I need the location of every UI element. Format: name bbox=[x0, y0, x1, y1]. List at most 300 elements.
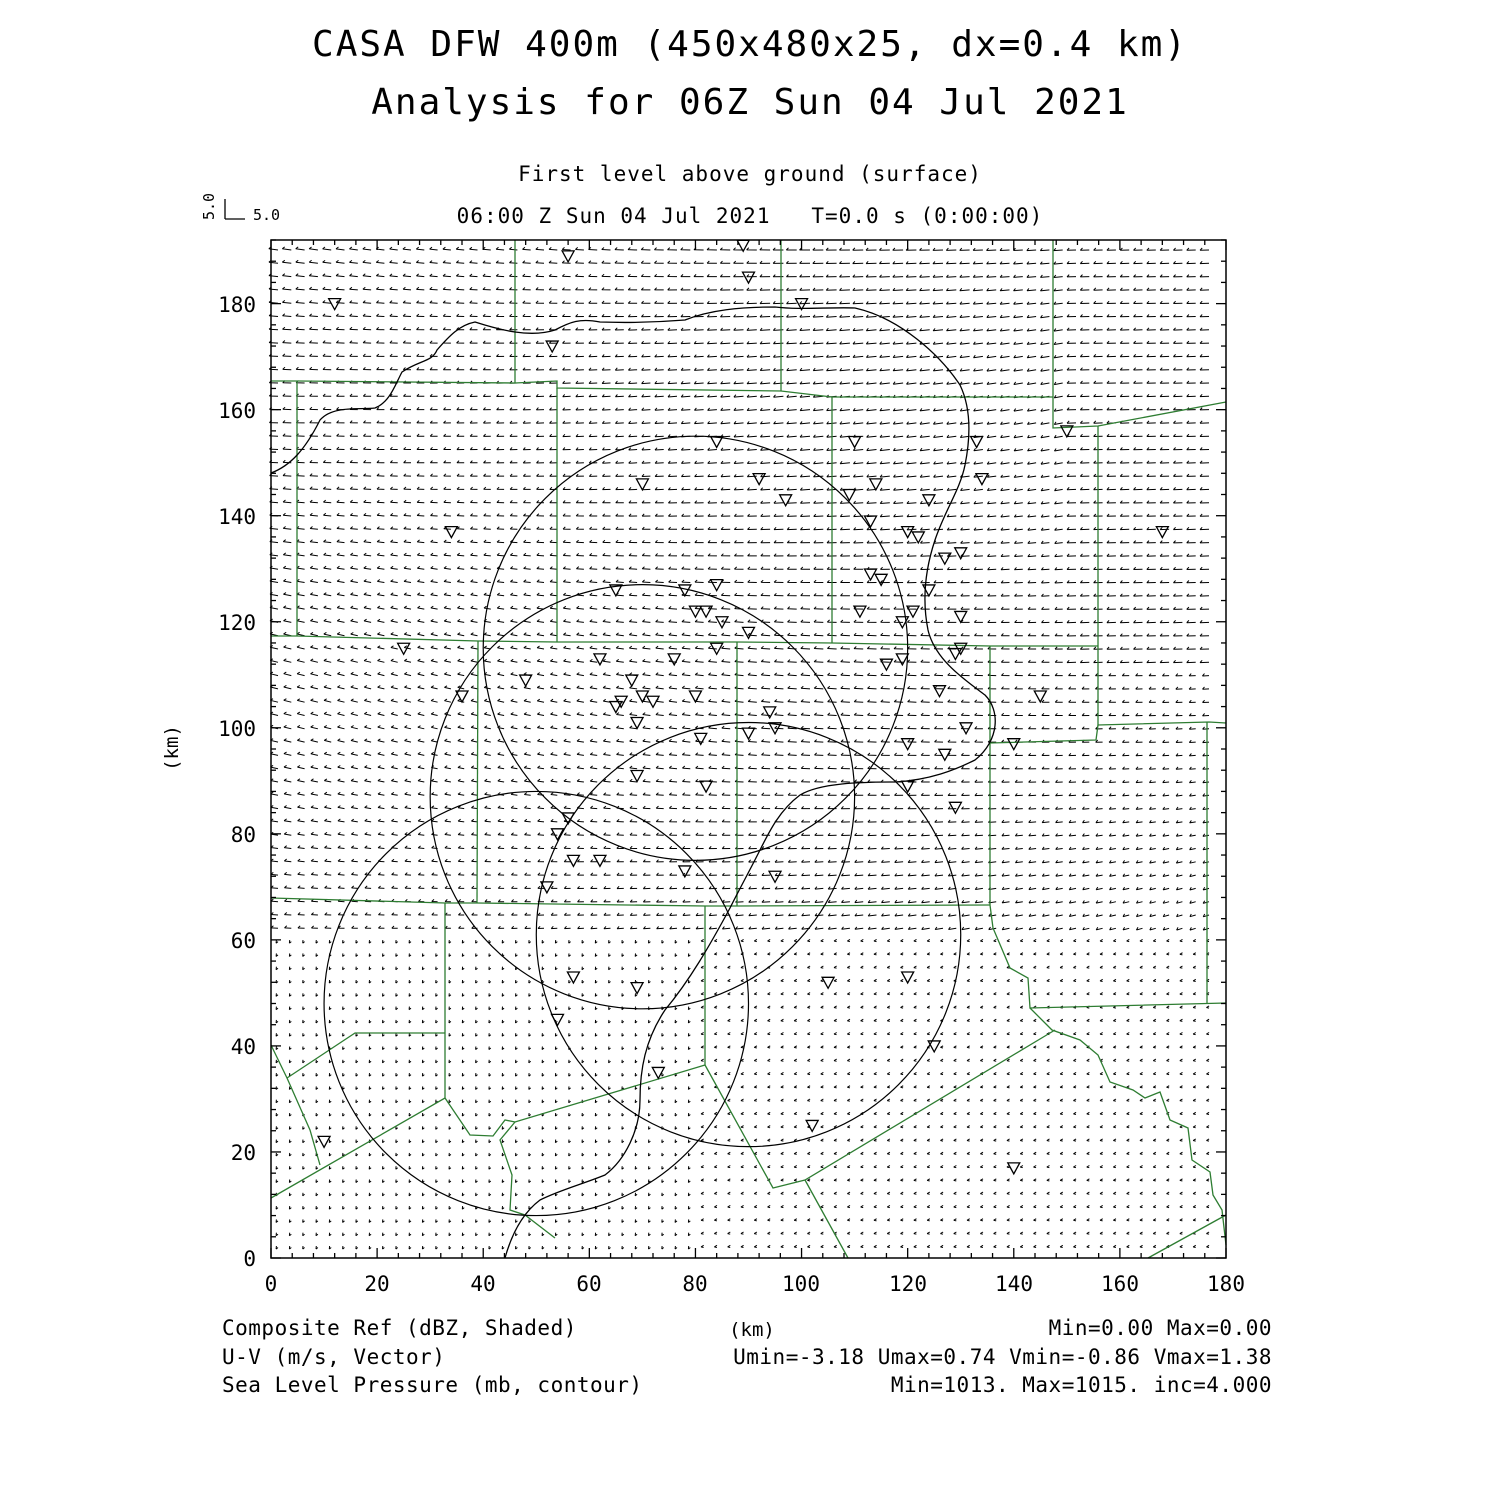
wind-arrow bbox=[603, 593, 611, 596]
wind-arrow bbox=[1047, 1126, 1050, 1128]
wind-arrow bbox=[787, 382, 797, 384]
wind-arrow bbox=[934, 607, 943, 609]
wind-arrow bbox=[1107, 275, 1116, 277]
wind-arrow bbox=[471, 726, 477, 729]
wind-arrow bbox=[1120, 434, 1129, 436]
wind-arrow bbox=[914, 1046, 917, 1048]
wind-arrow bbox=[1180, 993, 1183, 995]
wind-arrow bbox=[630, 846, 637, 848]
wind-arrow bbox=[1113, 1099, 1116, 1101]
wind-arrow bbox=[343, 1020, 345, 1023]
wind-arrow bbox=[391, 619, 398, 622]
wind-arrow bbox=[1054, 302, 1063, 305]
wind-arrow bbox=[1015, 647, 1023, 649]
wind-arrow bbox=[524, 646, 531, 649]
wind-arrow bbox=[988, 687, 996, 689]
wind-arrow bbox=[396, 993, 398, 996]
wind-arrow bbox=[352, 913, 358, 915]
wind-arrow bbox=[920, 528, 929, 530]
wind-arrow bbox=[861, 1033, 864, 1035]
wind-arrow bbox=[1190, 847, 1196, 850]
wind-arrow bbox=[383, 1020, 385, 1023]
wind-arrow bbox=[781, 1099, 784, 1101]
wind-arrow bbox=[887, 1059, 890, 1061]
wind-arrow bbox=[1015, 673, 1023, 675]
wind-arrow bbox=[1027, 315, 1036, 317]
wind-arrow bbox=[283, 447, 291, 450]
wind-arrow bbox=[643, 766, 651, 769]
wind-arrow bbox=[516, 1073, 518, 1076]
wind-arrow bbox=[589, 368, 597, 370]
wind-arrow bbox=[276, 1100, 278, 1103]
wind-arrow bbox=[802, 873, 810, 875]
wind-arrow bbox=[338, 846, 345, 849]
wind-arrow bbox=[356, 953, 358, 956]
wind-arrow bbox=[1167, 953, 1170, 955]
wind-arrow bbox=[523, 474, 530, 476]
wind-arrow bbox=[867, 382, 877, 384]
wind-arrow bbox=[324, 632, 331, 635]
wind-arrow bbox=[403, 354, 411, 356]
wind-arrow bbox=[881, 700, 890, 703]
wind-arrow bbox=[1203, 687, 1210, 689]
wind-arrow bbox=[444, 686, 451, 689]
wind-arrow bbox=[747, 288, 757, 290]
wind-arrow bbox=[854, 554, 864, 556]
wind-arrow bbox=[695, 713, 703, 716]
wind-arrow bbox=[988, 647, 996, 649]
wind-arrow bbox=[668, 341, 677, 343]
wind-arrow bbox=[1020, 993, 1023, 995]
wind-arrow bbox=[1083, 834, 1090, 837]
wind-arrow bbox=[728, 1139, 731, 1141]
wind-arrow bbox=[404, 580, 411, 583]
wind-arrow bbox=[1193, 979, 1196, 981]
wind-arrow bbox=[1149, 780, 1155, 782]
wind-arrow bbox=[708, 540, 717, 542]
wind-arrow bbox=[994, 1099, 997, 1101]
wind-arrow bbox=[310, 354, 318, 356]
wind-arrow bbox=[563, 606, 570, 609]
wind-arrow bbox=[483, 314, 491, 316]
wind-arrow bbox=[390, 434, 398, 436]
wind-arrow bbox=[1054, 422, 1062, 425]
wind-arrow bbox=[430, 447, 437, 449]
wind-arrow bbox=[927, 953, 930, 955]
wind-arrow bbox=[369, 1126, 371, 1129]
wind-arrow bbox=[405, 792, 411, 795]
wind-arrow bbox=[854, 580, 863, 582]
wind-arrow bbox=[967, 1099, 970, 1101]
wind-arrow bbox=[369, 993, 371, 996]
wind-arrow bbox=[887, 1112, 890, 1114]
wind-arrow bbox=[669, 766, 677, 769]
wind-arrow bbox=[337, 474, 345, 477]
wind-arrow bbox=[350, 513, 358, 516]
wind-arrow bbox=[861, 1072, 864, 1074]
wind-arrow bbox=[994, 979, 997, 981]
wind-arrow bbox=[511, 659, 518, 662]
wind-arrow bbox=[800, 422, 810, 424]
wind-arrow bbox=[722, 806, 730, 808]
wind-arrow bbox=[538, 779, 545, 782]
wind-arrow bbox=[656, 779, 664, 782]
wind-arrow bbox=[1206, 1112, 1209, 1114]
wind-arrow bbox=[1028, 488, 1037, 491]
wind-arrow bbox=[1134, 647, 1143, 649]
wind-arrow bbox=[458, 739, 464, 742]
wind-arrow bbox=[642, 355, 651, 357]
wind-arrow bbox=[1042, 634, 1050, 636]
wind-arrow bbox=[655, 461, 664, 463]
wind-arrow bbox=[1190, 861, 1196, 864]
wind-arrow bbox=[839, 261, 850, 263]
wind-arrow bbox=[834, 993, 837, 995]
wind-arrow bbox=[1127, 1139, 1130, 1141]
wind-arrow bbox=[861, 939, 864, 941]
wind-arrow bbox=[589, 421, 597, 423]
wind-arrow bbox=[350, 447, 358, 449]
wind-arrow bbox=[529, 980, 531, 983]
wind-arrow bbox=[390, 314, 398, 317]
wind-arrow bbox=[569, 1007, 571, 1010]
wind-arrow bbox=[396, 1020, 398, 1023]
wind-arrow bbox=[1100, 1019, 1103, 1021]
wind-arrow bbox=[643, 833, 650, 835]
wind-arrow bbox=[356, 1126, 358, 1129]
wind-arrow bbox=[906, 288, 916, 290]
wind-arrow bbox=[1200, 408, 1209, 410]
wind-arrow bbox=[1113, 1152, 1116, 1154]
wind-arrow bbox=[356, 980, 358, 983]
wind-arrow bbox=[536, 288, 544, 290]
wind-arrow bbox=[1203, 727, 1209, 729]
wind-arrow bbox=[1109, 807, 1116, 809]
wind-arrow bbox=[635, 1020, 637, 1023]
wind-arrow bbox=[670, 873, 677, 875]
wind-arrow bbox=[1193, 966, 1196, 968]
wind-arrow bbox=[683, 833, 691, 835]
wind-arrow bbox=[1096, 834, 1103, 837]
wind-arrow bbox=[462, 1033, 464, 1036]
wind-arrow bbox=[1040, 288, 1049, 291]
wind-arrow bbox=[458, 833, 464, 836]
wind-arrow bbox=[954, 1126, 957, 1128]
wind-arrow bbox=[1140, 979, 1143, 981]
wind-arrow bbox=[498, 699, 505, 702]
wind-arrow bbox=[1028, 727, 1036, 729]
wind-arrow bbox=[1187, 275, 1196, 277]
wind-arrow bbox=[1096, 887, 1103, 890]
wind-arrow bbox=[1015, 860, 1022, 862]
wind-arrow bbox=[417, 540, 424, 543]
wind-arrow bbox=[1028, 660, 1036, 662]
wind-arrow bbox=[383, 1153, 385, 1156]
wind-arrow bbox=[927, 993, 930, 995]
wind-arrow bbox=[1073, 939, 1076, 941]
wind-arrow bbox=[555, 1166, 557, 1169]
wind-arrow bbox=[1163, 901, 1169, 904]
wind-arrow bbox=[498, 753, 504, 756]
wind-arrow bbox=[1067, 275, 1076, 277]
wind-arrow bbox=[842, 914, 850, 916]
wind-arrow bbox=[1160, 301, 1169, 303]
wind-arrow bbox=[901, 1033, 904, 1035]
wind-arrow bbox=[595, 967, 597, 970]
wind-arrow bbox=[338, 739, 345, 742]
wind-arrow bbox=[1123, 807, 1130, 809]
wind-arrow bbox=[914, 1019, 917, 1021]
wind-arrow bbox=[377, 394, 385, 396]
wind-arrow bbox=[569, 1033, 571, 1036]
wind-arrow bbox=[1096, 713, 1103, 715]
wind-arrow bbox=[954, 1099, 957, 1101]
wind-arrow bbox=[1163, 767, 1169, 769]
wind-arrow bbox=[298, 792, 305, 795]
wind-arrow bbox=[787, 567, 796, 569]
wind-arrow bbox=[893, 368, 903, 370]
wind-arrow bbox=[940, 979, 943, 981]
wind-arrow bbox=[1001, 422, 1010, 425]
wind-arrow bbox=[1055, 594, 1063, 596]
wind-arrow bbox=[788, 766, 797, 769]
wind-arrow bbox=[974, 515, 983, 517]
wind-arrow bbox=[1134, 381, 1143, 383]
wind-arrow bbox=[1187, 341, 1196, 343]
wind-arrow bbox=[694, 368, 703, 370]
wind-arrow bbox=[834, 1099, 837, 1101]
wind-arrow bbox=[1136, 860, 1142, 863]
wind-arrow bbox=[449, 1180, 451, 1183]
wind-arrow bbox=[525, 886, 531, 888]
wind-arrow bbox=[701, 1099, 704, 1101]
wind-arrow bbox=[569, 940, 571, 943]
wind-arrow bbox=[853, 248, 864, 250]
wind-arrow bbox=[365, 766, 372, 769]
wind-arrow bbox=[1020, 953, 1023, 955]
wind-arrow bbox=[847, 1112, 850, 1114]
wind-arrow bbox=[880, 275, 890, 277]
wind-arrow bbox=[418, 913, 424, 915]
wind-arrow bbox=[895, 887, 903, 890]
wind-arrow bbox=[688, 1020, 690, 1023]
wind-arrow bbox=[351, 686, 358, 689]
wind-arrow bbox=[861, 1166, 864, 1168]
wind-arrow bbox=[569, 1060, 571, 1063]
wind-arrow bbox=[283, 593, 291, 596]
wind-arrow bbox=[734, 301, 744, 303]
wind-arrow bbox=[748, 806, 756, 808]
wind-arrow bbox=[840, 328, 850, 330]
wind-arrow bbox=[1028, 462, 1037, 465]
wind-arrow bbox=[987, 528, 996, 530]
wind-arrow bbox=[444, 408, 451, 410]
wind-arrow bbox=[496, 287, 504, 290]
wind-arrow bbox=[643, 659, 651, 662]
wind-arrow bbox=[591, 926, 597, 928]
wind-arrow bbox=[497, 606, 504, 609]
wind-arrow bbox=[1163, 847, 1169, 850]
wind-arrow bbox=[708, 514, 717, 516]
wind-arrow bbox=[1054, 409, 1063, 412]
wind-arrow bbox=[747, 355, 757, 357]
wind-arrow bbox=[502, 940, 504, 943]
wind-arrow bbox=[800, 288, 810, 290]
wind-arrow bbox=[834, 1166, 837, 1168]
wind-arrow bbox=[701, 1033, 704, 1035]
wind-arrow bbox=[641, 248, 650, 251]
wind-arrow bbox=[801, 633, 810, 636]
wind-arrow bbox=[364, 619, 371, 622]
wind-arrow bbox=[980, 1033, 983, 1035]
wind-arrow bbox=[310, 474, 318, 477]
wind-arrow bbox=[840, 368, 850, 370]
wind-arrow bbox=[967, 1112, 970, 1114]
wind-arrow bbox=[1147, 381, 1156, 383]
wind-arrow bbox=[1020, 1019, 1023, 1021]
wind-arrow bbox=[343, 1086, 345, 1089]
wind-arrow bbox=[1180, 939, 1183, 941]
wind-arrow bbox=[741, 1099, 744, 1101]
wind-arrow bbox=[893, 461, 903, 464]
wind-arrow bbox=[881, 594, 890, 596]
wind-arrow bbox=[1060, 1139, 1063, 1141]
wind-arrow bbox=[483, 434, 490, 436]
wind-arrow bbox=[1069, 860, 1076, 863]
wind-arrow bbox=[1140, 939, 1143, 941]
wind-arrow bbox=[323, 434, 331, 436]
wind-arrow bbox=[336, 260, 345, 263]
wind-arrow bbox=[826, 315, 836, 317]
wind-arrow bbox=[908, 820, 916, 822]
wind-arrow bbox=[323, 314, 331, 317]
wind-arrow bbox=[722, 699, 731, 702]
wind-arrow bbox=[432, 859, 438, 862]
wind-arrow bbox=[868, 833, 877, 835]
wind-arrow bbox=[537, 686, 544, 689]
wind-arrow bbox=[974, 409, 983, 412]
wind-arrow bbox=[564, 833, 571, 835]
wind-arrow bbox=[714, 993, 717, 995]
wind-arrow bbox=[813, 422, 823, 424]
wind-arrow bbox=[311, 832, 318, 835]
wind-arrow bbox=[604, 913, 611, 915]
wind-arrow bbox=[311, 766, 318, 769]
wind-arrow bbox=[396, 1140, 398, 1143]
wind-arrow bbox=[853, 422, 863, 424]
wind-arrow bbox=[1173, 354, 1182, 356]
wind-arrow bbox=[1067, 514, 1076, 516]
wind-arrow bbox=[364, 500, 372, 503]
wind-arrow bbox=[927, 1112, 930, 1114]
wind-arrow bbox=[927, 939, 930, 941]
wind-arrow bbox=[1123, 914, 1129, 917]
wind-arrow bbox=[920, 422, 930, 425]
wind-arrow bbox=[1160, 514, 1169, 516]
wind-arrow bbox=[1087, 953, 1090, 955]
wind-arrow bbox=[801, 820, 810, 822]
wind-arrow bbox=[861, 1126, 864, 1128]
wind-arrow bbox=[471, 739, 477, 742]
wind-arrow bbox=[1067, 527, 1076, 529]
wind-arrow bbox=[761, 700, 770, 703]
wind-arrow bbox=[1134, 581, 1143, 583]
wind-arrow bbox=[714, 953, 717, 955]
wind-arrow bbox=[1134, 594, 1143, 596]
wind-arrow bbox=[629, 646, 637, 649]
wind-arrow bbox=[994, 966, 997, 968]
wind-arrow bbox=[948, 633, 957, 635]
wind-arrow bbox=[470, 261, 478, 264]
wind-arrow bbox=[1120, 448, 1129, 450]
wind-arrow bbox=[1014, 329, 1023, 332]
wind-arrow bbox=[1113, 966, 1116, 968]
wind-arrow bbox=[537, 553, 544, 556]
wind-arrow bbox=[1002, 767, 1010, 769]
wind-arrow bbox=[1189, 700, 1196, 702]
wind-arrow bbox=[656, 873, 663, 875]
wind-arrow bbox=[1200, 647, 1209, 649]
wind-arrow bbox=[595, 1007, 597, 1010]
wind-arrow bbox=[630, 699, 638, 702]
wind-arrow bbox=[1136, 700, 1143, 702]
wind-arrow bbox=[529, 993, 531, 996]
wind-arrow bbox=[868, 860, 877, 862]
wind-arrow bbox=[1193, 1033, 1196, 1035]
wind-arrow bbox=[316, 1126, 318, 1129]
wind-arrow bbox=[734, 541, 743, 543]
wind-arrow bbox=[590, 606, 598, 609]
wind-arrow bbox=[471, 686, 478, 689]
wind-arrow bbox=[1163, 754, 1170, 756]
wind-arrow bbox=[701, 1112, 704, 1114]
wind-arrow bbox=[1020, 1112, 1023, 1114]
wind-arrow bbox=[1160, 381, 1169, 383]
wind-arrow bbox=[935, 900, 943, 903]
wind-arrow bbox=[1206, 1126, 1209, 1128]
wind-arrow bbox=[761, 474, 771, 476]
wind-arrow bbox=[907, 541, 916, 543]
wind-arrow bbox=[629, 659, 637, 662]
wind-arrow bbox=[350, 341, 358, 343]
wind-arrow bbox=[800, 501, 810, 503]
wind-arrow bbox=[476, 953, 478, 956]
wind-arrow bbox=[961, 567, 970, 569]
wind-arrow bbox=[841, 594, 850, 596]
wind-arrow bbox=[336, 301, 344, 304]
wind-arrow bbox=[1080, 248, 1089, 250]
wind-arrow bbox=[303, 1033, 305, 1036]
wind-arrow bbox=[1136, 874, 1142, 877]
wind-arrow bbox=[894, 580, 903, 582]
wind-arrow bbox=[457, 514, 464, 516]
wind-arrow bbox=[390, 394, 398, 396]
wind-arrow bbox=[881, 620, 890, 622]
wind-arrow bbox=[497, 646, 504, 649]
wind-arrow bbox=[510, 593, 517, 596]
wind-arrow bbox=[948, 860, 956, 862]
wind-arrow bbox=[828, 753, 837, 756]
wind-arrow bbox=[1113, 1019, 1116, 1021]
wind-arrow bbox=[404, 514, 411, 517]
wind-arrow bbox=[1107, 554, 1116, 556]
wind-arrow bbox=[350, 327, 358, 330]
wind-arrow bbox=[523, 274, 531, 277]
wind-arrow bbox=[961, 700, 969, 702]
wind-arrow bbox=[1134, 315, 1143, 317]
wind-arrow bbox=[602, 301, 611, 303]
wind-arrow bbox=[524, 593, 531, 596]
